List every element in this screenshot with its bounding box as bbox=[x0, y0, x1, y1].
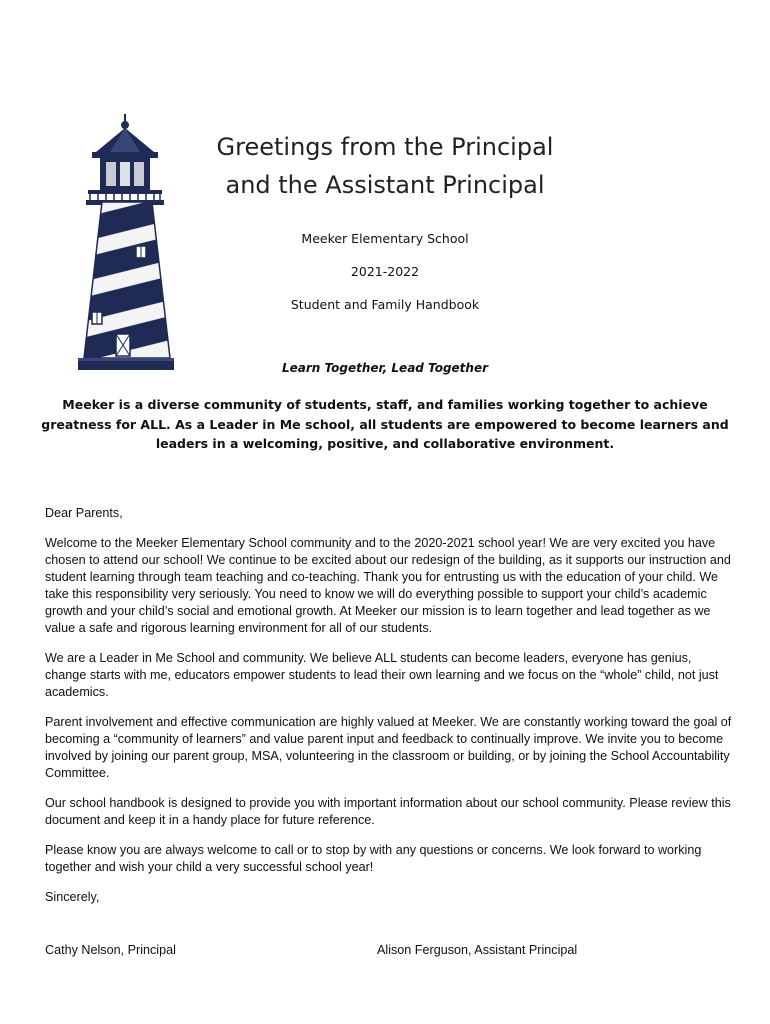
letter-paragraph: Parent involvement and effective communication are highly valued at Meeker. We are constantly working toward the goal of becoming a “community of learners” and value parent input and feedback to continually improve. We invite you to become involved by joining our parent group, MSA, volunteering in the classroom or building, or by joining the School Accountability Committee. bbox=[45, 715, 732, 780]
mission-statement: Meeker is a diverse community of students, staff, and families working together to achieve greatness for ALL. As a Leader in Me school, all students are empowered to become learners and leaders in a welcoming, positive, and collaborative environment. bbox=[41, 397, 729, 451]
school-name: Meeker Elementary School bbox=[301, 231, 469, 246]
handbook-title: Student and Family Handbook bbox=[290, 297, 480, 312]
letter-paragraph: Please know you are always welcome to call or to stop by with any questions or concerns. We look forward to working together and wish your child a very successful school year! bbox=[45, 843, 702, 874]
principal-letter bbox=[45, 505, 735, 919]
letter-greeting: Dear Parents, bbox=[45, 506, 123, 520]
school-motto: Learn Together, Lead Together bbox=[281, 361, 489, 375]
signature-assistant-principal: Alison Ferguson, Assistant Principal bbox=[377, 943, 578, 957]
letter-paragraph: Our school handbook is designed to provide you with important information about our school community. Please review this document and keep it in a handy place for future reference. bbox=[45, 796, 731, 827]
letter-paragraph: We are a Leader in Me School and community. We believe ALL students can become leaders, everyone has genius, change starts with me, educators empower students to lead their own learning and we focus on the “whole” child, not just academics. bbox=[45, 651, 719, 699]
signature-principal: Cathy Nelson, Principal bbox=[45, 943, 176, 957]
letter-paragraph: Welcome to the Meeker Elementary School community and to the 2020-2021 school year! We are very excited you have chosen to attend our school! We continue to be excited about our redesign of the building, as it supports our instruction and student learning through team teaching and co-teaching. Thank you for entrusting us with the education of your child. We take this responsibility very seriously. You need to know we will do everything possible to support your child’s academic growth and your child’s social and emotional growth. At Meeker our mission is to learn together and lead together as we value a safe and rigorous learning environment for all of our students. bbox=[45, 536, 731, 635]
letter-closing: Sincerely, bbox=[45, 890, 100, 904]
title-line-1: Greetings from the Principal bbox=[216, 133, 554, 161]
school-year: 2021-2022 bbox=[350, 264, 420, 279]
page-title bbox=[190, 128, 580, 204]
title-line-2: and the Assistant Principal bbox=[225, 171, 545, 199]
lighthouse-illustration bbox=[66, 112, 186, 384]
